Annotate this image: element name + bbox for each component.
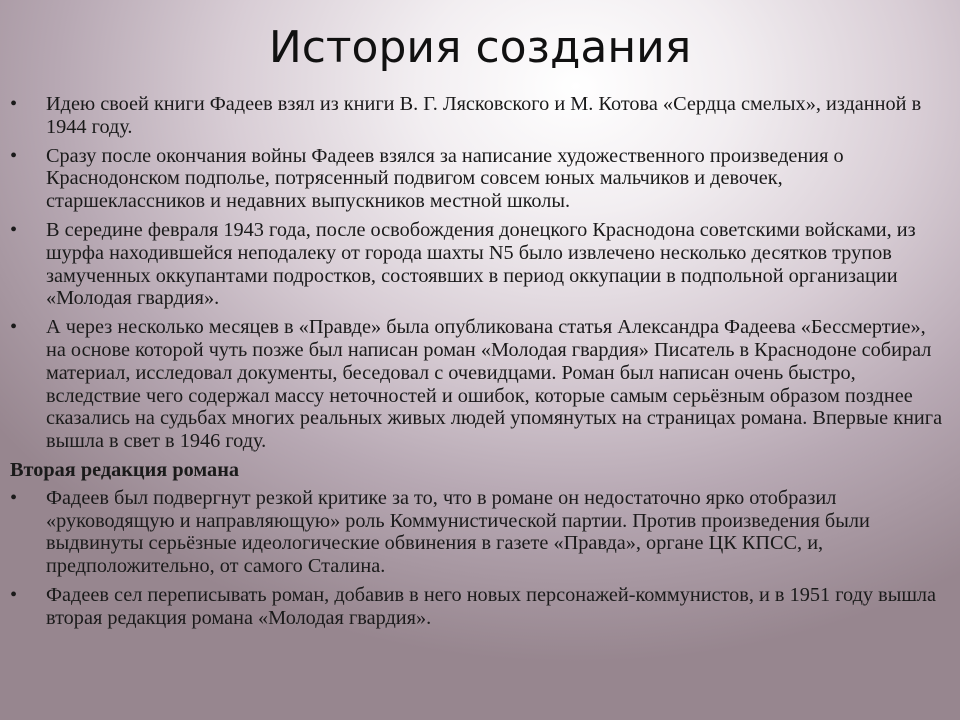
bullet-marker: • <box>10 218 18 241</box>
section-subheading: Вторая редакция романа <box>10 458 240 481</box>
bullet-item <box>10 145 945 213</box>
bullet-marker: • <box>10 486 18 509</box>
bullet-text: А через несколько месяцев в «Правде» была опубликована статья Александра Фадеева «Бессмертие», на основе которой чуть позже был написан роман «Молодая гвардия» Писатель в Краснодоне собирал материал, исследовал документы, беседовал с очевидцами. Роман был написан очень быстро, вследствие чего содержал массу неточностей и ошибок, которые самым серьёзным образом позднее сказались на судьбах многих реальных живых людей упомянутых на страницах романа. Впервые книга вышла в свет в 1946 году. <box>46 316 943 453</box>
slide-title: История создания <box>268 22 692 73</box>
bullet-text: Фадеев был подвергнут резкой критике за то, что в романе он недостаточно ярко отобразил «руководящую и направляющую» роль Коммунистической партии. Против произведения были выдвинуты серьёзные идеологические обвинения в газете «Правда», органе ЦК КПСС, и, предположительно, от самого Сталина. <box>46 486 870 578</box>
bullet-text: Идею своей книги Фадеев взял из книги В. Г. Лясковского и М. Котова «Сердца смелых», изданной в 1944 году. <box>46 93 922 138</box>
bullet-item <box>10 219 945 310</box>
bullet-item <box>10 584 945 630</box>
bullet-text: В середине февраля 1943 года, после освобождения донецкого Краснодона советскими войсками, из шурфа находившейся неподалеку от города шахты N5 было извлечено несколько десятков трупов замученных оккупантами подростков, состоявших в период оккупации в подпольной организации «Молодая гвардия». <box>46 218 916 310</box>
slide-body <box>10 93 945 636</box>
bullet-marker: • <box>10 316 18 339</box>
bullet-marker: • <box>10 144 18 167</box>
bullet-item <box>10 316 945 453</box>
bullet-text: Фадеев сел переписывать роман, добавив в него новых персонажей-коммунистов, и в 1951 году вышла вторая редакция романа «Молодая гвардия». <box>46 583 937 629</box>
bullet-marker: • <box>10 583 18 606</box>
bullet-text: Сразу после окончания войны Фадеев взялся за написание художественного произведения о Краснодонском подполье, потрясенный подвигом совсем юных мальчиков и девочек, старшеклассников и недавних выпускников местной школы. <box>46 144 844 213</box>
bullet-item <box>10 93 945 139</box>
bullet-item <box>10 487 945 578</box>
bullet-marker: • <box>10 93 18 115</box>
